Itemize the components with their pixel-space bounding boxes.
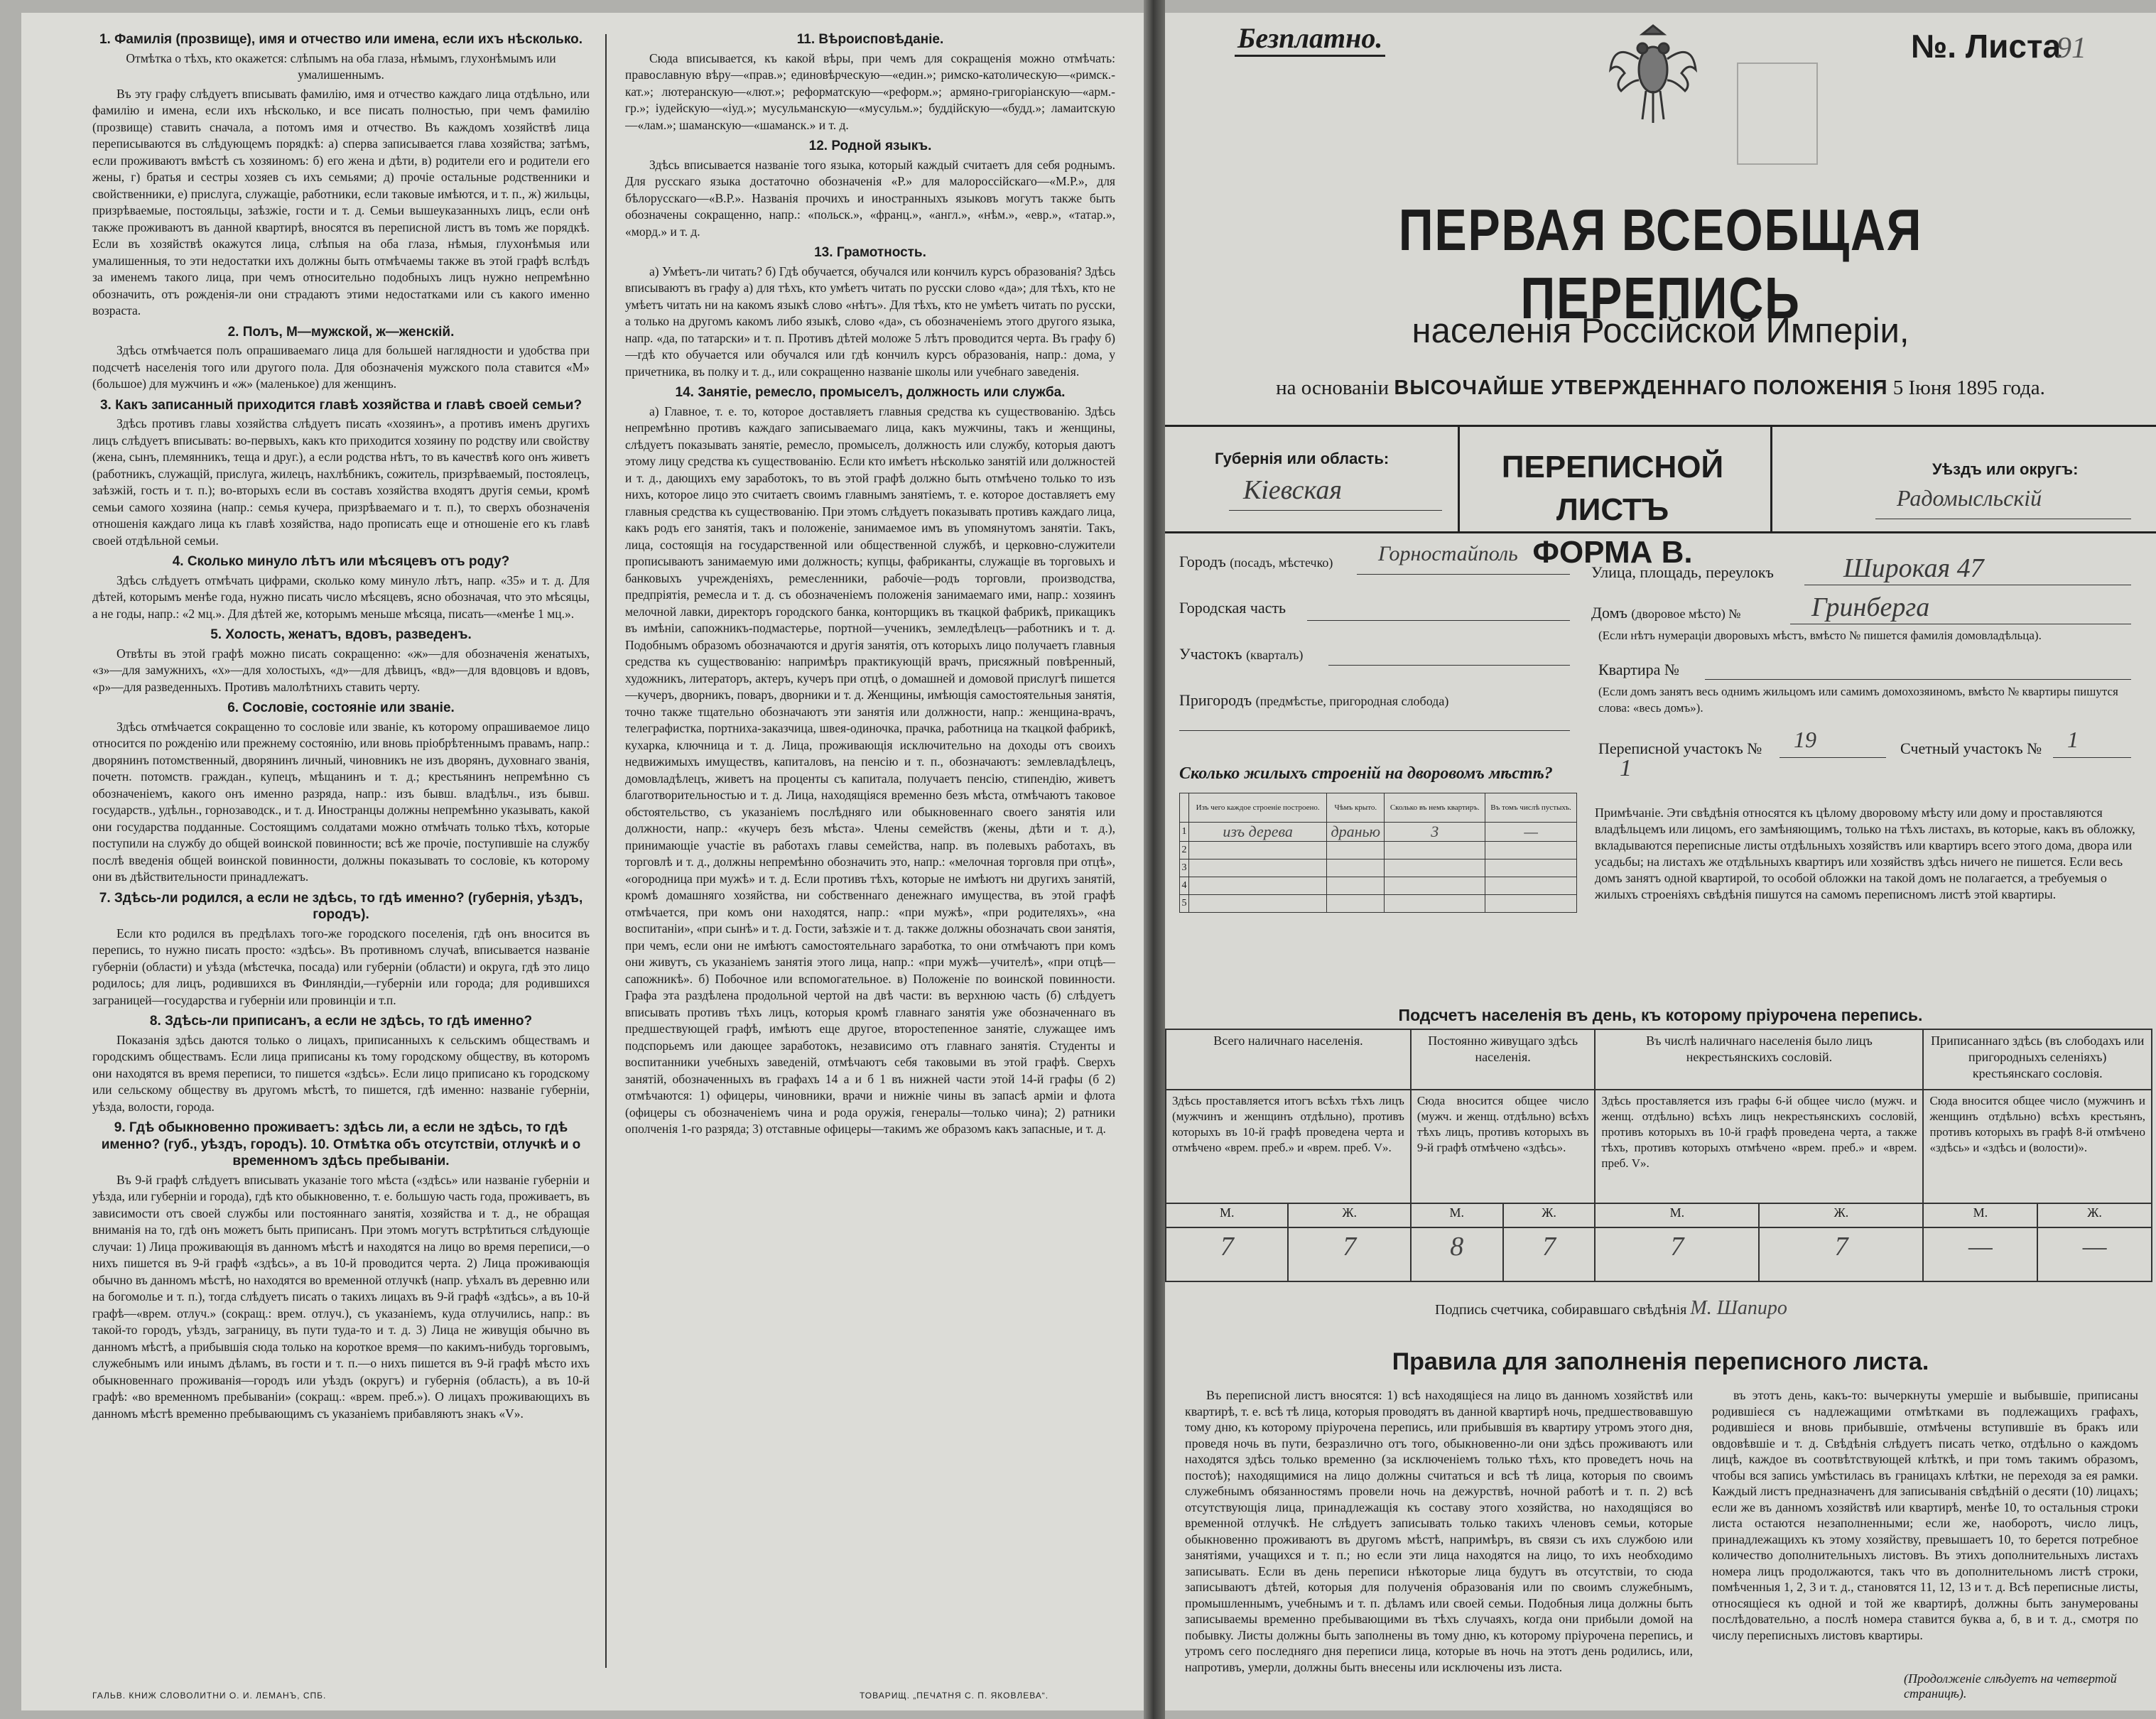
section-title: 2. Полъ, М—мужской, ж—женскій. [227,324,455,340]
population-value-cell[interactable]: 7 [1288,1227,1410,1281]
population-value-cell[interactable]: 7 [1595,1227,1759,1281]
instruction-section [92,890,590,1009]
kvartira-note: (Если домъ занятъ весь однимъ жильцомъ или самимъ домохозяиномъ, вмѣсто № квартиры пишутся слова: «весь домъ»). [1598,685,2118,715]
buildings-cell[interactable]: дранью [1327,823,1385,842]
sex-label: М. [1411,1203,1503,1227]
section-title: 13. Грамотность. [814,245,926,260]
rules-text-1: Въ переписной листъ вносятся: 1) всѣ находящіеся на лицо въ данномъ хозяйствѣ или квартирѣ, т. е. всѣ тѣ лица, которыя проводятъ въ данной квартирѣ ночь, предшествовавшую тому дню, къ которому пріурочена перепись, или прибывшія въ квартиру утромъ этого дня, проведя ночь въ пути, безразлично отъ того, обыкновенно-ли они здѣсь проживаютъ или находятся здѣсь только временно (за исключеніемъ только тѣхъ, кто проведетъ ночь на постоѣ); находящимися на лицо должны считаться и всѣ тѣ лица, которыя по своимъ служебнымъ обязанностямъ провели ночь на дежурствѣ, ночной работѣ и т. п. 2) всѣ отсутствующія лица, принадлежащія къ составу этого хозяйства, но находящіяся во временной отлучкѣ. Не слѣдуетъ записывать только такихъ членовъ семьи, которые обыкновенно проживаютъ въ другомъ мѣстѣ, напримѣръ, въ связи съ ихъ службою или занятіями, учащихся и т. п.; но если эти лица находятся на лицо, то ихъ необходимо записывать. Если въ день переписи нѣкоторые лица будутъ въ отсутствіи, то сюда записываютъ дѣтей, которыя для полученія образованія или по своимъ служебнымъ, промышленнымъ, учебнымъ и т. п. дѣламъ или своей семьи. Подобныя лица должны быть записываемы временно пребывающими въ тѣхъ случаяхъ, когда они прибыли домой на побывку. Листы должны быть заполнены въ тому дню, къ которому пріурочена перепись, и утромъ сего последняго дня переписи лица, которые въ ночь на этотъ день родились, или, напротивъ, умерли, должны быть внесены или исключены изъ листа. [1185,1388,1693,1674]
street-label: Улица, площадь, переулокъ [1591,563,1774,581]
population-desc-cell: Здѣсь проставляется итогъ всѣхъ тѣхъ лицъ (мужчинъ и женщинъ отдѣльно), противъ которыхъ въ 10-й графѣ проведена черта и отмѣчено «врем. преб.» и «врем. преб. V». [1166,1090,1411,1203]
house-hint: (дворовое мѣсто) № [1631,607,1741,621]
prigorod-label-text: Пригородъ [1179,691,1252,709]
section-body: а) Главное, т. е. то, которое доставляетъ главныя средства къ существованію. Здѣсь непремѣнно противъ каждаго записываемаго лица, какъ мужчины, такъ и женщины, слѣдуетъ показывать занятіе, ремесло, промыселъ, должность или службу, которыя даютъ этому лицу средства къ существованію. Если кто имѣетъ нѣсколько занятій или должностей и т. д., дающихъ ему заработокъ, то въ этой графѣ должно быть отмѣчено только то изъ нихъ, которое лицо это считаетъ своимъ главнымъ занятіемъ, т. е. которое доставляетъ ему главныя средства къ существованію. При этомъ слѣдуетъ показывать противъ каждаго лица, какъ родъ его занятія, такъ и положеніе, занимаемое имъ въ упомянутомъ занятіи. Такъ, лица, состоящія на государственной или общественной службѣ, и церковно-служители прописываютъ занимаемую ими должность; купцы, фабриканты, служащіе въ торговыхъ и банковыхъ учрежденіяхъ, ремесленники, рабочіе—родъ торговли, производства, предпріятія, ремесла и т. д. съ обозначеніемъ положенія занимаемаго ими, напр.: хозяинъ мелочной лавки, директоръ городского банка, конторщикъ въ ткацкой фабрикѣ, прикащикъ въ имѣніи, сапожникъ-подмастерье, портной—ученикъ, земледѣлецъ—работникъ и т. д. Подобнымъ образомъ обозначаются и другія занятія, отъ которыхъ лицо получаетъ главныя средства къ существованію: напримѣръ практикующій врачъ, присяжный повѣренный, художникъ, литераторъ, актеръ, кучеръ при отцѣ, о домашней и домовой прислугѣ пишется—кучеръ, дворникъ, поваръ, дворники и т. д. Женщины, имѣющія самостоятельныя занятія, точно также тщательно обозначаютъ эти занятія или должности, напр.: женщина-врачъ, телеграфистка, портниха-заказчица, швея-одиночка, прачка, работница на ткацкой фабрикѣ, кухарка, ключница и т. д. Лица, проживающія исключительно на доходы отъ своихъ недвижимыхъ имуществъ, капиталовъ, на пенсію и т. п., обозначаютъ: землевладѣлецъ, домовладѣлецъ, живетъ на проценты съ капитала, получаетъ пенсію, стипендію, живетъ благотворительностью и т. д. Лица, находящіяся временно безъ мѣста, отмѣчаютъ таковое обстоятельство, съ указаніемъ послѣдняго или обыкновеннаго своего занятія или должности, напр.: «кучеръ безъ мѣста». Члены семействъ (жены, дѣти и т. д.), принимающіе участіе въ работахъ главы семейства, напр. въ полевыхъ работахъ, въ торговлѣ и т. д., должны непремѣнно обозначить это, напр.: «мелочная торговля при отцѣ», «огородница при мужѣ» и т. д. Если противъ тѣхъ, которые не имѣютъ ни другихъ занятій, кромѣ домашняго хозяйства, ни собственнаго денежнаго имущества, въ этой графѣ отмѣчается, при комъ они находятся, напр.: «при мужѣ», «при родителяхъ», «на воспитаніи», «при сынѣ» и т. д. Гости, заѣзжіе и т. д. также должны обозначать свои занятія, при чемъ, если они не имѣютъ самостоятельнаго заработка, то они отмѣчаютъ при комъ они живутъ, съ указаніемъ занятія этого лица, напр.: «при мужѣ—учителѣ», «при отцѣ—сапожникѣ». б) Побочное или вспомогательное. в) Положеніе по воинской повинности. Графа эта раздѣлена продольной чертой на двѣ части: въ верхнюю часть (б) слѣдуетъ вписывать противъ тѣхъ лицъ, которыя кромѣ главнаго занятія уже обозначеннаго въ предшествующей графѣ, имѣютъ еще другое, второстепенное занятіе, служащее имъ подспорьемъ или дающее заработокъ, независимо отъ главнаго занятія. Студенты и воспитанники учебныхъ заведеній, отмѣчаютъ себя таковыми въ этой графѣ. Сверхъ занятій, обозначенныхъ въ графахъ 14 а и б 1 въ нижней части этой 14-й графы (б 2) отмѣчаются: 1) офицеры, чиновники, врачи и нижніе чины въ запасѣ арміи и флота (офицеры съ обозначеніемъ чина и рода оружія, генералы—только чина); 2) ратники ополченія 1-го разряда; 3) отставные офицеры—такимъ же образомъ какъ запасные, и т. д. [625,403,1115,1136]
perepis-uchastok-label: Переписной участокъ № [1598,739,1762,757]
section-body: Сюда вписывается, къ какой вѣры, при чемъ для сокращенія можно отмѣчать: православную вѣру—«прав.»; единовѣрческую—«един.»; римско-католическую—«римск.-кат.»; лютеранскую—«лют.»; реформатскую—«реформ.»; армяно-григоріанскую—«арм.-гр.»; іудейскую—«іуд.»; мусульманскую—«мусульм.»; буддійскую—«будд.»; ламаитскую—«лам.»; шаманскую—«шаманск.» и т. д. [625,50,1115,132]
section-body: Здѣсь отмѣчается полъ опрашиваемаго лица для большей наглядности и удобства при подсчетѣ населенія того или другого пола. Для обозначенія мужского пола ставится «М» (большое) для мужчинъ и «ж» (маленькое) для женщинъ. [92,343,590,391]
section-title: 3. Какъ записанный приходится главѣ хозяйства и главѣ своей семьи? [99,397,583,413]
section-body: а) Умѣетъ-ли читать? б) Гдѣ обучается, обучался или кончилъ курсъ образованія? Здѣсь вписываютъ въ графу а) для тѣхъ, кто умѣетъ читать по русски слово «да»; для тѣхъ, кто не умѣетъ читать ни на какомъ языкѣ слово «нѣтъ». Для тѣхъ, кто не умѣетъ читать по русски, а только на другомъ какомъ либо языкѣ, слово «да», съ обозначеніемъ этого другого языка, напр. «да, по татарски» и т. п. Противъ дѣтей моложе 5 лѣтъ проводится черта. Въ графу б)—гдѣ кто обучается или обучался или гдѣ кончилъ курсъ образованія, напр.: дома, у причетника, въ полку и т. д., или сокращенно названіе школы или учебнаго заведенія. [625,264,1115,379]
sex-label: Ж. [2037,1203,2152,1227]
instruction-section [92,627,590,695]
buildings-cell[interactable] [1485,877,1577,895]
buildings-row [1180,823,1577,842]
city-part-label: Городская часть [1179,599,1286,617]
uchastok-label-text: Участокъ [1179,645,1242,663]
buildings-header-cell: Въ томъ числѣ пустыхъ. [1485,793,1577,823]
instruction-section [625,244,1115,380]
sheet-number-label: №. Листа [1911,28,2062,65]
gubernia-label: Губернія или область: [1215,450,1390,467]
house-field[interactable]: Гринберга [1811,592,1930,622]
row-number: 2 [1180,842,1189,860]
buildings-cell[interactable] [1385,877,1485,895]
continued-note: (Продолженіе слѣдуетъ на четвертой страницѣ). [1904,1671,2117,1701]
uchastok-label [1179,645,1303,663]
instruction-section [92,31,590,320]
buildings-header-cell: Чѣмъ крыто. [1327,793,1385,823]
instruction-section [625,384,1115,1138]
house-label-text: Домъ [1591,604,1627,622]
basis-line [1165,376,2156,400]
schet-uchastok-label: Счетный участокъ № [1900,739,2042,757]
buildings-cell[interactable] [1327,877,1385,895]
instruction-section [625,138,1115,240]
section-body: Отвѣты въ этой графѣ можно писать сокращенно: «ж»—для обозначенія женатыхъ, «з»—для замужнихъ, «х»—для холостыхъ, «д»—для дѣвицъ, «вд»—для вдовцовъ и вдовъ, «р»—для разведенныхъ. Противъ малолѣтнихъ ставить черту. [92,646,590,694]
buildings-header-cell: Изъ чего каждое строеніе построено. [1189,793,1327,823]
population-value-cell[interactable]: 8 [1411,1227,1503,1281]
prigorod-label [1179,691,1448,710]
row-number: 3 [1180,860,1189,877]
section-body: Если кто родился въ предѣлахъ того-же городского поселенія, гдѣ онъ вносится въ перепись, то нужно писать просто: «здѣсь». Въ противномъ случаѣ, вписывается названіе губерніи (области) и уѣзда (мѣстечка, посада) или губерніи (области) и округа, гдѣ это лицо родилось; для лицъ, родившихся въ Финляндіи,—губерніи или города; для родившихся заграницей—государства и губерніи или провинціи и т.п. [92,926,590,1007]
instructions-column-1 [92,30,590,1682]
printer-footer-right: ТОВАРИЩ. „ПЕЧАТНЯ С. П. ЯКОВЛЕВА“. [860,1691,1049,1701]
buildings-cell[interactable]: изъ дерева [1189,823,1327,842]
population-count-table [1165,1029,2152,1282]
buildings-cell[interactable] [1485,860,1577,877]
instructions-column-2 [625,30,1115,1682]
rules-title: Правила для заполненія переписного листа. [1392,1348,1929,1375]
row-number: 1 [1180,823,1189,842]
buildings-cell[interactable] [1327,895,1385,913]
prigorod-hint: (предмѣстье, пригородная слобода) [1255,694,1449,708]
section-title: 8. Здѣсь-ли приписанъ, а если не здѣсь, то гдѣ именно? [149,1014,533,1029]
section-title: 6. Сословіе, состояніе или званіе. [227,700,455,715]
basis-caps: ВЫСОЧАЙШЕ УТВЕРЖДЕННАГО ПОЛОЖЕНІЯ [1394,376,1888,399]
house-label [1591,604,1740,622]
population-header-cell: Постоянно живущаго здѣсь населенія. [1411,1029,1596,1090]
buildings-cell[interactable] [1189,860,1327,877]
city-label [1179,553,1333,571]
buildings-cell[interactable] [1189,895,1327,913]
instruction-section [92,1013,590,1115]
instruction-section [92,553,590,622]
printer-footer-left: ГАЛЬВ. КНИЖ СЛОВОЛИТНИ О. И. ЛЕМАНЪ, СПБ. [92,1691,327,1701]
column-divider [605,34,607,1668]
population-header-cell: Приписаннаго здѣсь (въ слободахъ или пригородныхъ селеніяхъ) крестьянскаго сословія. [1923,1029,2152,1090]
form-title-line: ПЕРЕПИСНОЙ ЛИСТЪ [1501,450,1724,527]
population-header-cell: Всего наличнаго населенія. [1166,1029,1411,1090]
population-count-title: Подсчетъ населенія въ день, къ которому пріурочена перепись. [1398,1006,1923,1024]
buildings-row [1180,877,1577,895]
section-body: Здѣсь отмѣчается сокращенно то сословіе или званіе, къ которому опрашиваемое лицо относится по рожденію или прежнему состоянію, или вновь пріобрѣтеннымъ правамъ, напр.: дворянинъ потомственный, дворянинъ личный, чиновникъ не изъ дворянъ, духовнаго званія, почетн. потомств. граждан., купецъ, мѣщанинъ и т. д.; крестьянинъ непремѣнно съ обозначеніемъ, какого онъ именно разряда, напр.: изъ бывш. владѣльч., изъ бывш. государств., удѣльн., горнозаводск., и т. д. Иностранцы должны непремѣнно указывать, какой они государства подданные. Состоящимъ солдатами можно отмѣчать только тѣхъ, которые поступили на службу до общей воинской повинности; всѣ же прочіе, поступившіе на службу послѣ введенія общей воинской повинности, должны показывать то сословіе, къ которому они въ дѣйствительности принадлежатъ. [92,719,590,884]
section-body: Здѣсь вписывается названіе того языка, который каждый считаетъ для себя роднымъ. Для русскаго языка достаточно обозначенія «Р.» для малороссійскаго—«М.Р.», для бѣлорусскаго—«В.Р.». Названія прочихъ и иностранныхъ языковъ могутъ также быть обозначены сокращенно, напр.: «польск.», «франц.», «англ.», «нѣм.», «евр.», «татар.», «морд.» и т. д. [625,157,1115,239]
population-desc-cell: Сюда вносится общее число (мужч. и женщ. отдѣльно) всѣхъ тѣхъ лицъ, противъ которыхъ въ 9-й графѣ отмѣчено «здѣсь». [1411,1090,1596,1203]
schet-uchastok-field[interactable]: 1 [2067,727,2079,752]
buildings-answer[interactable]: 1 [1620,755,1632,781]
population-desc-cell: Здѣсь проставляется изъ графы 6-й общее число (мужч. и женщ. отдѣльно) всѣхъ лицъ некрестьянскихъ сословій, противъ которыхъ въ 10-й графѣ проведена черта, а также тѣхъ, противъ которыхъ отмѣчено «врем. преб.» и «врем. преб. V». [1595,1090,1923,1203]
city-field[interactable]: Горностайполь [1378,542,1518,565]
census-form-page [1165,13,2156,1710]
buildings-cell[interactable] [1385,895,1485,913]
city-label-text: Городъ [1179,553,1226,570]
buildings-cell[interactable] [1385,842,1485,860]
buildings-cell[interactable]: — [1485,823,1577,842]
signature-label: Подпись счетчика, собиравшаго свѣдѣнія [1435,1302,1687,1318]
gubernia-field[interactable]: Кіевская [1243,475,1343,505]
section-title: 14. Занятіе, ремесло, промыселъ, должность или служба. [675,385,1066,400]
imperial-eagle-icon [1607,20,1699,126]
instruction-section [92,700,590,886]
buildings-cell[interactable] [1385,860,1485,877]
basis-date: 5 Іюня 1895 года. [1892,376,2045,399]
population-header-cell: Въ числѣ наличнаго населенія было лицъ некрестьянскихъ сословій. [1595,1029,1923,1090]
population-value-cell[interactable]: 7 [1166,1227,1288,1281]
population-value-cell[interactable]: 7 [1759,1227,1923,1281]
buildings-row [1180,895,1577,913]
row-number: 5 [1180,895,1189,913]
buildings-table [1179,793,1577,913]
free-label: Безплатно. [1235,21,1385,57]
population-desc-cell: Сюда вносится общее число (мужчинъ и женщинъ отдѣльно) всѣхъ крестьянъ, противъ которыхъ въ графѣ 8-й отмѣчено «здѣсь» и «здѣсь и (волости)». [1923,1090,2152,1203]
sex-label: Ж. [1759,1203,1923,1227]
section-body: Здѣсь противъ главы хозяйства слѣдуетъ писать «хозяинъ», а противъ именъ другихъ лицъ слѣдуетъ вписывать: во-первыхъ, какъ кто приходится хозяину по родству или свойству (жена, сынъ, племянникъ, теща и друг.), а если родства нѣтъ, то въ качествѣ кого онъ живетъ (работникъ, служащій, прислуга, жилецъ, нахлѣбникъ, сожитель, призрѣваемый, постоялецъ, заѣзжій, гость и т. п.); во-вторыхъ если въ составъ хозяйства входятъ другія семьи, кромѣ семьи самого хозяина (напр.: семья кучера, призрѣваемаго и т. п.), то сверхъ обозначенія отношенія каждаго лица къ главѣ хозяйства, надо прописать еще и отношеніе его къ главѣ своей отдѣльной семьи. [92,416,590,548]
section-title: 5. Холость, женатъ, вдовъ, разведенъ. [210,627,472,642]
census-subtitle: населенія Россійской Имперіи, [1412,312,1909,350]
kvartira-label: Квартира № [1598,661,1679,678]
sex-label: М. [1923,1203,2037,1227]
section-title: 4. Сколько минуло лѣтъ или мѣсяцевъ отъ роду? [172,554,510,569]
buildings-header-cell [1180,793,1189,823]
buildings-cell[interactable] [1189,877,1327,895]
sex-label: Ж. [1503,1203,1596,1227]
uchastok-hint: (кварталъ) [1246,648,1304,662]
section-body: Показанія здѣсь даются только о лицахъ, приписанныхъ к сельскимъ обществамъ и городскимъ обществамъ. Если лица приписаны къ тому городскому обществу, въ которомъ они находятся въ время переписи, то пишется «здѣсь». Если лицо приписано къ городскому или сельскому обществу въ другомъ мѣстѣ, то пишется, гдѣ именно: названіе губерніи, уѣзда, волости, города. [92,1032,590,1114]
city-hint: (посадъ, мѣстечко) [1230,555,1333,570]
street-field[interactable]: Широкая 47 [1843,553,1984,583]
buildings-header-cell: Сколько въ немъ квартиръ. [1385,793,1485,823]
population-value-cell[interactable]: — [2037,1227,2152,1281]
enumerator-signature [1435,1297,1787,1320]
buildings-row [1180,842,1577,860]
buildings-cell[interactable] [1189,842,1327,860]
house-note: (Если нѣтъ нумераціи дворовыхъ мѣстъ, вмѣсто № пишется фамилія домовладѣльца). [1598,629,2042,642]
perepis-uchastok-field[interactable]: 19 [1794,727,1816,752]
section-title: 11. Вѣроисповѣданіе. [796,32,944,47]
basis-prefix: на основаніи [1276,376,1390,399]
population-value-cell[interactable]: 7 [1503,1227,1596,1281]
buildings-cell[interactable] [1485,842,1577,860]
buildings-cell[interactable] [1327,842,1385,860]
buildings-cell[interactable] [1485,895,1577,913]
section-title: 7. Здѣсь-ли родился, а если не здѣсь, то гдѣ именно? (губернія, уѣздъ, городъ). [99,890,583,922]
section-title: 9. Гдѣ обыкновенно проживаетъ: здѣсь ли, а если не здѣсь, то гдѣ именно? (губ., уѣздъ, городъ). 10. Отмѣтка объ отсутствіи, отлучкѣ и о временномъ здѣсь пребываніи. [101,1120,581,1168]
section-body: Въ эту графу слѣдуетъ вписывать фамилію, имя и отчество каждаго лица отдѣльно, или фамилію и имена, если ихъ нѣсколько, и все писать полностью, при чемъ фамилію (прозвище) ставить сначала, а потомъ имя и отчество. Въ каждомъ хозяйствѣ лица переписываются въ слѣдующемъ порядкѣ: а) сперва записывается глава хозяйства; затѣмъ, если проживаютъ вмѣстѣ съ хозяиномъ: б) его жена и дѣти, в) родители его и родители его жены, г) братья и сестры хозяев съ ихъ семьями; д) прочіе остальные родственники и свойственники, е) прислуга, служащіе, работники, если таковые имѣются, и т. п., ж) жильцы, призрѣваемые, постояльцы, заѣзжіе, гости и т. д. Семьи вышеуказанныхъ лицъ, если онѣ также проживаютъ въ данной квартирѣ, вносятся въ переписной листъ въ томъ же порядкѣ. Если въ хозяйствѣ окажутся лица, слѣпыя на оба глаза, нѣмыя, глухонѣмыя или умалишенныя, то эти недостатки ихъ должны быть отмѣчаемы также въ этой графѣ вслѣдъ за именемъ такого лица, при чемъ относительно подобныхъ лицъ нужно непремѣнно обозначить, отъ рожденія-ли они страдаютъ этими недостатками или съ какого именно возраста. [92,86,590,318]
row-number: 4 [1180,877,1189,895]
section-subtitle: Отмѣтка о тѣхъ, кто окажется: слѣпымъ на оба глаза, нѣмымъ, глухонѣмымъ или умалишеннымъ. [126,50,556,82]
uezd-label: Уѣздъ или округъ: [1932,460,2079,478]
buildings-question: Сколько жилыхъ строеній на дворовомъ мѣстѣ? [1179,764,1553,783]
sex-label: М. [1595,1203,1759,1227]
buildings-cell[interactable] [1327,860,1385,877]
sex-label: М. [1166,1203,1288,1227]
instruction-section [92,397,590,550]
population-value-cell[interactable]: — [1923,1227,2037,1281]
census-title: ПЕРВАЯ ВСЕОБЩАЯ ПЕРЕПИСЬ [1398,197,1923,331]
section-body: Въ 9-й графѣ слѣдуетъ вписывать указаніе того мѣста («здѣсь» или названіе губерніи и уѣзда, или губерніи и города), гдѣ кто обыкновенно, т. е. большую часть года, проживаетъ, въ зависимости отъ своей службы или постояннаго занятія, хозяйства и т. д., не обращая вниманія на то, гдѣ онъ можетъ быть приписанъ. При этомъ могутъ встрѣтиться слѣдующіе случаи: 1) Лица проживающія въ данномъ мѣстѣ и находятся на лицо во время переписи,—о нихъ пишется въ 9-й графѣ «здѣсь», а въ 10-й проводится черта. 2) Лица проживающія обычно въ данномъ мѣстѣ, но находятся во временной отлучкѣ (напр. уѣхалъ въ деревню или на богомолье и т. п.), тогда слѣдуетъ писать о такихъ лицахъ въ 9-й графѣ «здѣсь», а въ 10-й графѣ—«врем. отлуч.» (сокращ.: врем. отлуч.), съ указаніемъ, куда отлучились, напр.: въ такой-то городъ, уѣздъ, заграницу, въ пути туда-то и т. д. 3) Лица не живущія обычно въ данномъ мѣстѣ, а прибывшія сюда только на короткое время—по какимъ-нибудь торговымъ, служебнымъ или инымъ дѣламъ, въ гости и т. п.—о нихъ пишется въ 9-й графѣ мѣсто ихъ обыкновеннаго проживанія—городъ или уѣздъ (округъ) и губернія (область), а въ 10-й графѣ: «во временномъ пребываніи» (сокращ.: «врем. преб.»). О лицахъ проживающихъ въ данномъ мѣстѣ временно пребывающимъ съ указаніемъ прибавляютъ знакъ «V». [92,1172,590,1421]
uezd-field[interactable]: Радомысльскій [1897,485,2042,511]
rules-text-2: въ этотъ день, какъ-то: вычеркнуты умершіе и выбывшіе, приписаны родившіеся съ надлежащими отмѣтками въ подлежащихъ графахъ, родившіеся и вновь прибывшіе, отмѣчены вступившіе въ бракъ или овдовѣвшіе и т. д. Свѣдѣнія слѣдуетъ писать четко, отдѣльно о каждомъ лицѣ, каждое въ соотвѣтствующей клѣткѣ, и при томъ такимъ образомъ, чтобы вся запись умѣстилась въ границахъ клѣтки, не переходя за ея рамки. Каждый листъ предназначенъ для записыванія свѣдѣній о десяти (10) лицахъ; если же въ данномъ хозяйствѣ или квартирѣ, менѣе 10, то остальныя строки листа остаются незаполненными; если же, наоборотъ, число лицъ, принадлежащихъ къ этому хозяйству, превышаетъ 10, то берется потребное количество дополнительныхъ листовъ. Въ этихъ дополнительныхъ листахъ номера лицъ продолжаются, такъ что въ дополнительномъ листѣ строки, помѣченныя 1, 2, 3 и т. д., становятся 11, 12, 13 и т. д. Всѣ переписные листы, относящіеся къ одной и той же квартирѣ, должны быть занумерованы послѣдовательно, а послѣ номера ставится буква а, б, в и т. д., смотря по числу переписныхъ листовъ квартиры. [1712,1388,2138,1642]
sex-label: Ж. [1288,1203,1410,1227]
instruction-section [92,1119,590,1422]
rules-column-2 [1712,1387,2138,1643]
sheet-number-value: 91 [2057,32,2086,65]
buildings-cell[interactable]: 3 [1385,823,1485,842]
section-title: 12. Родной языкъ. [808,139,932,153]
primechanie-note: Примѣчаніе. Эти свѣдѣнія относятся къ цѣлому дворовому мѣсту или дому и проставляются владѣльцемъ или лицомъ, его замѣняющимъ, только на тѣхъ листахъ, въ которые, какъ въ обложку, вкладываются переписные листы отдѣльныхъ хозяйствъ или квартиръ всего этого дома, двора или усадьбы; на листахъ же отдѣльныхъ квартиръ или хозяйствъ здѣсь ничего не пишется. Если весь домъ занятъ одной квартирой, то особой обложки на такой домъ не полагается, а требуемыя о жилыхъ строеніяхъ свѣдѣнія пишутся на самомъ переписномъ листѣ этой квартиры. [1595,806,2135,901]
instruction-section [92,324,590,393]
book-fold [1144,0,1165,1719]
ghost-stamp [1737,63,1818,165]
buildings-row [1180,860,1577,877]
section-title: 1. Фамилія (прозвище), имя и отчество или имена, если ихъ нѣсколько. [99,32,583,47]
signature-value[interactable]: М. Шапиро [1690,1297,1787,1319]
instruction-section [625,31,1115,134]
instructions-page [21,13,1144,1710]
rules-column-1 [1185,1387,1693,1675]
section-body: Здѣсь слѣдуетъ отмѣчать цифрами, сколько кому минуло лѣтъ, напр. «35» и т. д. Для дѣтей, которымъ менѣе года, нужно писать число мѣсяцевъ, ясно обозначая, что это мѣсяцы, а не годы, напр.: «2 мц.». Для дѣтей же, которымъ меньше мѣсяца, писать—«менѣе 1 мц.». [92,573,590,621]
form-subtitle: ФОРМА В. [1532,535,1693,570]
